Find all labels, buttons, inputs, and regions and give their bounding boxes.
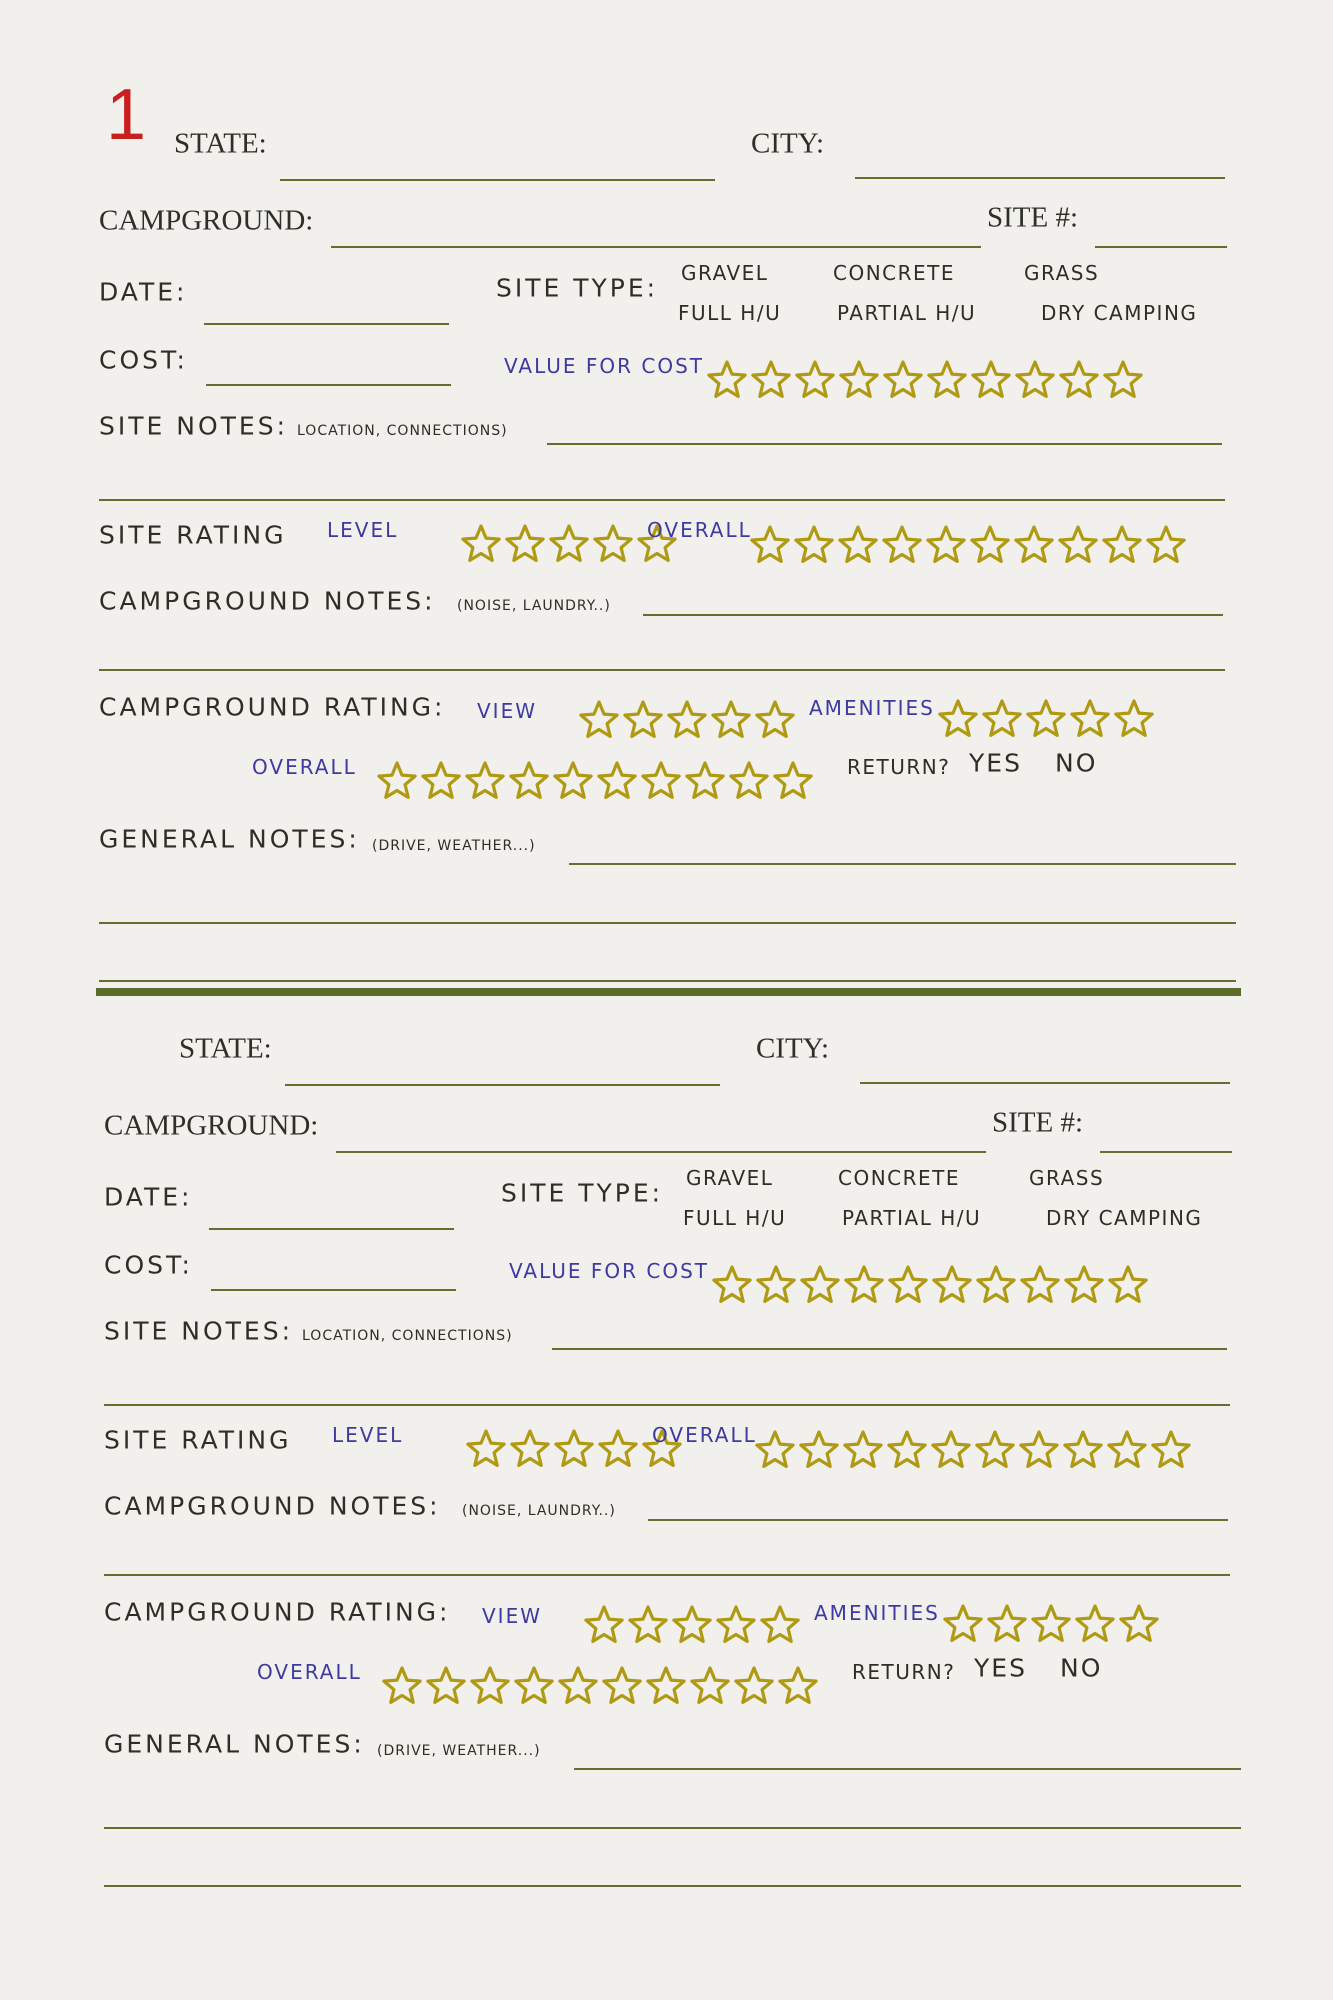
partial-hookup-option[interactable]: PARTIAL H/U bbox=[842, 1206, 982, 1230]
site-number-label: SITE #: bbox=[987, 201, 1079, 234]
state-label: STATE: bbox=[174, 127, 267, 160]
star-icon[interactable] bbox=[1153, 1432, 1189, 1466]
amenities-label: AMENITIES bbox=[814, 1601, 940, 1625]
star-icon[interactable] bbox=[551, 526, 587, 560]
star-icon[interactable] bbox=[687, 763, 723, 797]
star-icon[interactable] bbox=[556, 1431, 592, 1465]
star-icon[interactable] bbox=[463, 526, 499, 560]
site-notes-label: SITE NOTES: bbox=[104, 1316, 293, 1346]
star-icon[interactable] bbox=[841, 362, 877, 396]
star-icon[interactable] bbox=[1033, 1606, 1069, 1640]
amenities-label: AMENITIES bbox=[809, 696, 935, 720]
cost-field[interactable] bbox=[211, 1289, 456, 1291]
star-icon[interactable] bbox=[890, 1267, 926, 1301]
star-icon[interactable] bbox=[757, 1432, 793, 1466]
cost-label: COST: bbox=[104, 1250, 193, 1280]
star-icon[interactable] bbox=[762, 1607, 798, 1641]
star-icon[interactable] bbox=[1109, 1432, 1145, 1466]
star-icon[interactable] bbox=[713, 702, 749, 736]
campground-notes-line-2[interactable] bbox=[99, 669, 1225, 671]
star-icon[interactable] bbox=[468, 1431, 504, 1465]
star-icon[interactable] bbox=[796, 527, 832, 561]
star-icon[interactable] bbox=[516, 1668, 552, 1702]
level-label: LEVEL bbox=[332, 1423, 404, 1447]
star-icon[interactable] bbox=[595, 526, 631, 560]
star-icon[interactable] bbox=[846, 1267, 882, 1301]
star-icon[interactable] bbox=[560, 1668, 596, 1702]
star-icon[interactable] bbox=[1104, 527, 1140, 561]
value-for-cost-stars bbox=[705, 358, 1145, 402]
star-icon[interactable] bbox=[884, 527, 920, 561]
star-icon[interactable] bbox=[1077, 1606, 1113, 1640]
star-icon[interactable] bbox=[940, 701, 976, 735]
site-number-label: SITE #: bbox=[992, 1106, 1084, 1139]
star-icon[interactable] bbox=[845, 1432, 881, 1466]
return-yes-option[interactable]: YES bbox=[969, 748, 1022, 778]
star-icon[interactable] bbox=[581, 702, 617, 736]
campground-notes-label: CAMPGROUND NOTES: bbox=[104, 1491, 441, 1521]
star-icon[interactable] bbox=[972, 527, 1008, 561]
star-icon[interactable] bbox=[736, 1668, 772, 1702]
section-divider bbox=[96, 988, 1241, 996]
star-icon[interactable] bbox=[586, 1607, 622, 1641]
value-for-cost-stars bbox=[710, 1263, 1150, 1307]
general-notes-hint: (DRIVE, WEATHER...) bbox=[372, 838, 536, 854]
star-icon[interactable] bbox=[630, 1607, 666, 1641]
site-number-field[interactable] bbox=[1100, 1151, 1232, 1153]
star-icon[interactable] bbox=[604, 1668, 640, 1702]
star-icon[interactable] bbox=[625, 702, 661, 736]
campground-field[interactable] bbox=[331, 246, 981, 248]
campground-overall-stars bbox=[380, 1664, 820, 1708]
campground-notes-hint: (NOISE, LAUNDRY..) bbox=[462, 1503, 616, 1519]
return-no-option[interactable]: NO bbox=[1060, 1653, 1103, 1683]
star-icon[interactable] bbox=[1061, 362, 1097, 396]
star-icon[interactable] bbox=[802, 1267, 838, 1301]
general-notes-line-2[interactable] bbox=[99, 922, 1236, 924]
site-notes-hint: LOCATION, CONNECTIONS) bbox=[297, 423, 508, 439]
star-icon[interactable] bbox=[692, 1668, 728, 1702]
star-icon[interactable] bbox=[889, 1432, 925, 1466]
general-notes-label: GENERAL NOTES: bbox=[99, 824, 360, 854]
dry-camping-option[interactable]: DRY CAMPING bbox=[1041, 301, 1198, 325]
state-field[interactable] bbox=[285, 1084, 720, 1086]
star-icon[interactable] bbox=[1060, 527, 1096, 561]
general-notes-label: GENERAL NOTES: bbox=[104, 1729, 365, 1759]
star-icon[interactable] bbox=[472, 1668, 508, 1702]
star-icon[interactable] bbox=[379, 763, 415, 797]
general-notes-line-3[interactable] bbox=[99, 980, 1236, 982]
grass-option[interactable]: GRASS bbox=[1029, 1166, 1105, 1190]
star-icon[interactable] bbox=[1022, 1267, 1058, 1301]
site-overall-label: OVERALL bbox=[652, 1423, 757, 1447]
amenities-stars bbox=[941, 1602, 1161, 1646]
site-notes-line-1[interactable] bbox=[547, 443, 1222, 445]
value-for-cost-label: VALUE FOR COST bbox=[509, 1259, 709, 1283]
level-stars bbox=[459, 522, 679, 566]
site-notes-hint: LOCATION, CONNECTIONS) bbox=[302, 1328, 513, 1344]
city-field[interactable] bbox=[860, 1082, 1230, 1084]
star-icon[interactable] bbox=[1148, 527, 1184, 561]
amenities-stars bbox=[936, 697, 1156, 741]
date-field[interactable] bbox=[204, 323, 449, 325]
star-icon[interactable] bbox=[643, 763, 679, 797]
site-type-label: SITE TYPE: bbox=[496, 273, 659, 303]
view-stars bbox=[582, 1603, 802, 1647]
star-icon[interactable] bbox=[933, 1432, 969, 1466]
site-overall-stars bbox=[748, 523, 1188, 567]
cost-field[interactable] bbox=[206, 384, 451, 386]
star-icon[interactable] bbox=[1066, 1267, 1102, 1301]
star-icon[interactable] bbox=[507, 526, 543, 560]
general-notes-hint: (DRIVE, WEATHER...) bbox=[377, 1743, 541, 1759]
page-number: 1 bbox=[106, 75, 147, 155]
dry-camping-option[interactable]: DRY CAMPING bbox=[1046, 1206, 1203, 1230]
star-icon[interactable] bbox=[1116, 701, 1152, 735]
site-type-label: SITE TYPE: bbox=[501, 1178, 664, 1208]
star-icon[interactable] bbox=[752, 527, 788, 561]
star-icon[interactable] bbox=[1017, 362, 1053, 396]
level-label: LEVEL bbox=[327, 518, 399, 542]
star-icon[interactable] bbox=[978, 1267, 1014, 1301]
return-label: RETURN? bbox=[852, 1660, 956, 1684]
campground-notes-label: CAMPGROUND NOTES: bbox=[99, 586, 436, 616]
date-label: DATE: bbox=[104, 1182, 193, 1212]
campground-label: CAMPGROUND: bbox=[104, 1109, 319, 1142]
star-icon[interactable] bbox=[669, 702, 705, 736]
star-icon[interactable] bbox=[928, 527, 964, 561]
star-icon[interactable] bbox=[775, 763, 811, 797]
cost-label: COST: bbox=[99, 345, 188, 375]
concrete-option[interactable]: CONCRETE bbox=[838, 1166, 961, 1190]
site-overall-label: OVERALL bbox=[647, 518, 752, 542]
site-rating-label: SITE RATING bbox=[104, 1425, 292, 1455]
gravel-option[interactable]: GRAVEL bbox=[681, 261, 769, 285]
star-icon[interactable] bbox=[1121, 1606, 1157, 1640]
campground-notes-line-2[interactable] bbox=[104, 1574, 1230, 1576]
campground-overall-label: OVERALL bbox=[252, 755, 357, 779]
star-icon[interactable] bbox=[714, 1267, 750, 1301]
campground-rating-label: CAMPGROUND RATING: bbox=[104, 1597, 451, 1627]
star-icon[interactable] bbox=[467, 763, 503, 797]
city-label: CITY: bbox=[756, 1032, 830, 1065]
star-icon[interactable] bbox=[1016, 527, 1052, 561]
star-icon[interactable] bbox=[1072, 701, 1108, 735]
site-number-field[interactable] bbox=[1095, 246, 1227, 248]
view-stars bbox=[577, 698, 797, 742]
return-yes-option[interactable]: YES bbox=[974, 1653, 1027, 1683]
site-notes-line-2[interactable] bbox=[99, 499, 1225, 501]
star-icon[interactable] bbox=[674, 1607, 710, 1641]
view-label: VIEW bbox=[477, 699, 537, 723]
campground-label: CAMPGROUND: bbox=[99, 204, 314, 237]
star-icon[interactable] bbox=[600, 1431, 636, 1465]
view-label: VIEW bbox=[482, 1604, 542, 1628]
star-icon[interactable] bbox=[780, 1668, 816, 1702]
star-icon[interactable] bbox=[934, 1267, 970, 1301]
site-rating-label: SITE RATING bbox=[99, 520, 287, 550]
star-icon[interactable] bbox=[1028, 701, 1064, 735]
return-label: RETURN? bbox=[847, 755, 951, 779]
star-icon[interactable] bbox=[1021, 1432, 1057, 1466]
star-icon[interactable] bbox=[885, 362, 921, 396]
general-notes-line-1[interactable] bbox=[569, 863, 1236, 865]
campground-field[interactable] bbox=[336, 1151, 986, 1153]
star-icon[interactable] bbox=[840, 527, 876, 561]
city-field[interactable] bbox=[855, 177, 1225, 179]
full-hookup-option[interactable]: FULL H/U bbox=[683, 1206, 787, 1230]
date-field[interactable] bbox=[209, 1228, 454, 1230]
partial-hookup-option[interactable]: PARTIAL H/U bbox=[837, 301, 977, 325]
date-label: DATE: bbox=[99, 277, 188, 307]
concrete-option[interactable]: CONCRETE bbox=[833, 261, 956, 285]
general-notes-line-2[interactable] bbox=[104, 1827, 1241, 1829]
star-icon[interactable] bbox=[648, 1668, 684, 1702]
campground-notes-hint: (NOISE, LAUNDRY..) bbox=[457, 598, 611, 614]
star-icon[interactable] bbox=[757, 702, 793, 736]
star-icon[interactable] bbox=[753, 362, 789, 396]
star-icon[interactable] bbox=[758, 1267, 794, 1301]
general-notes-line-3[interactable] bbox=[104, 1885, 1241, 1887]
star-icon[interactable] bbox=[929, 362, 965, 396]
star-icon[interactable] bbox=[555, 763, 591, 797]
campground-overall-stars bbox=[375, 759, 815, 803]
star-icon[interactable] bbox=[511, 763, 547, 797]
campground-notes-line-1[interactable] bbox=[648, 1519, 1228, 1521]
star-icon[interactable] bbox=[718, 1607, 754, 1641]
return-no-option[interactable]: NO bbox=[1055, 748, 1098, 778]
star-icon[interactable] bbox=[989, 1606, 1025, 1640]
campground-overall-label: OVERALL bbox=[257, 1660, 362, 1684]
site-overall-stars bbox=[753, 1428, 1193, 1472]
star-icon[interactable] bbox=[797, 362, 833, 396]
star-icon[interactable] bbox=[384, 1668, 420, 1702]
star-icon[interactable] bbox=[973, 362, 1009, 396]
star-icon[interactable] bbox=[428, 1668, 464, 1702]
campground-rating-label: CAMPGROUND RATING: bbox=[99, 692, 446, 722]
full-hookup-option[interactable]: FULL H/U bbox=[678, 301, 782, 325]
star-icon[interactable] bbox=[423, 763, 459, 797]
general-notes-line-1[interactable] bbox=[574, 1768, 1241, 1770]
site-notes-label: SITE NOTES: bbox=[99, 411, 288, 441]
site-notes-line-1[interactable] bbox=[552, 1348, 1227, 1350]
star-icon[interactable] bbox=[1110, 1267, 1146, 1301]
star-icon[interactable] bbox=[1065, 1432, 1101, 1466]
star-icon[interactable] bbox=[512, 1431, 548, 1465]
city-label: CITY: bbox=[751, 127, 825, 160]
star-icon[interactable] bbox=[945, 1606, 981, 1640]
star-icon[interactable] bbox=[977, 1432, 1013, 1466]
star-icon[interactable] bbox=[731, 763, 767, 797]
grass-option[interactable]: GRASS bbox=[1024, 261, 1100, 285]
value-for-cost-label: VALUE FOR COST bbox=[504, 354, 704, 378]
state-label: STATE: bbox=[179, 1032, 272, 1065]
star-icon[interactable] bbox=[599, 763, 635, 797]
state-field[interactable] bbox=[280, 179, 715, 181]
star-icon[interactable] bbox=[801, 1432, 837, 1466]
gravel-option[interactable]: GRAVEL bbox=[686, 1166, 774, 1190]
star-icon[interactable] bbox=[984, 701, 1020, 735]
level-stars bbox=[464, 1427, 684, 1471]
star-icon[interactable] bbox=[709, 362, 745, 396]
site-notes-line-2[interactable] bbox=[104, 1404, 1230, 1406]
campground-notes-line-1[interactable] bbox=[643, 614, 1223, 616]
star-icon[interactable] bbox=[1105, 362, 1141, 396]
